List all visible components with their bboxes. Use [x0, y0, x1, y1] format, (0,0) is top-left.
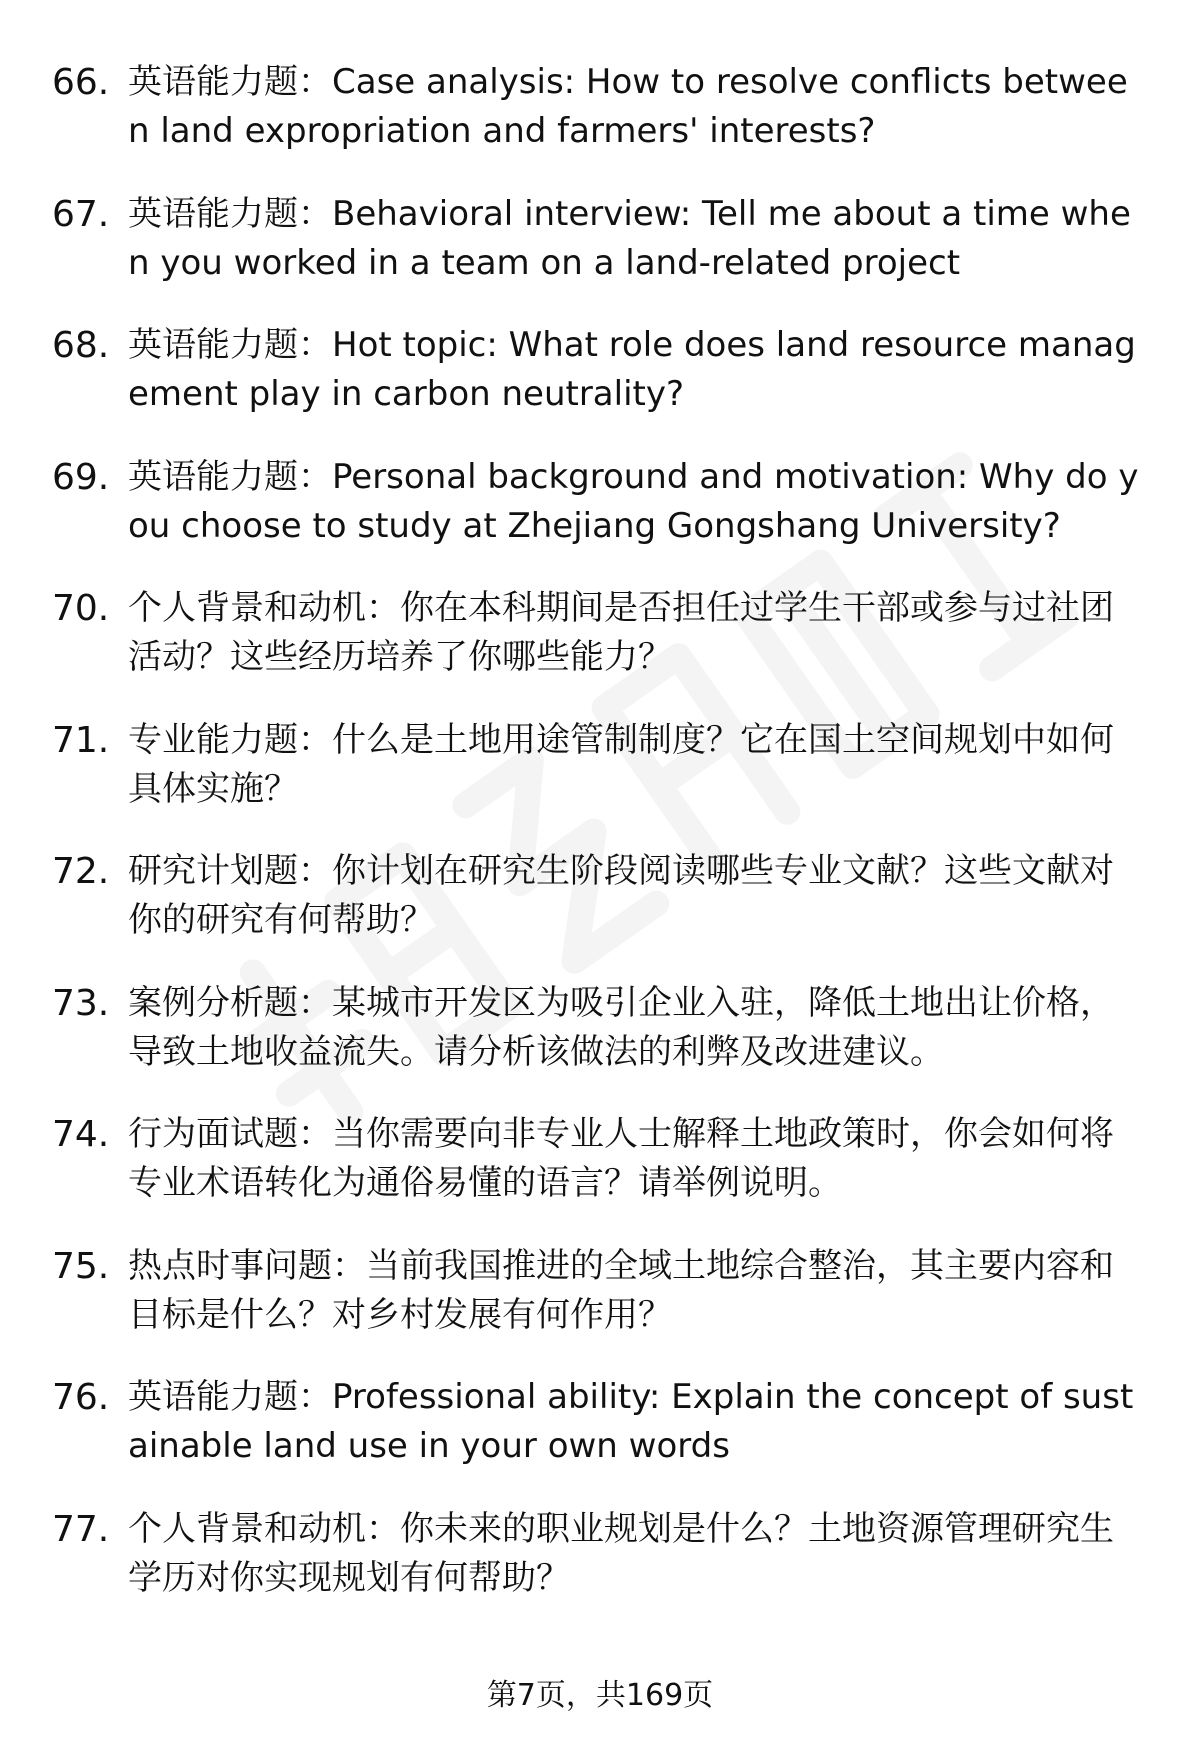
- question-text: 个人背景和动机：你未来的职业规划是什么？土地资源管理研究生学历对你实现规划有何帮助？: [128, 1508, 1114, 1598]
- question-list: [0, 58, 1200, 1636]
- question-item: [0, 584, 1200, 716]
- question-item: [0, 847, 1200, 979]
- question-item: [0, 453, 1200, 585]
- question-number: 77.: [52, 1508, 110, 1550]
- question-number: 75.: [52, 1245, 110, 1287]
- question-text: 英语能力题：Personal background and motivation: Why do you choose to study at Zhejiang Gongshang University?: [128, 456, 1139, 546]
- question-item: [0, 716, 1200, 848]
- question-text: 英语能力题：Professional ability: Explain the concept of sustainable land use in your own words: [128, 1377, 1134, 1466]
- question-text: 热点时事问题：当前我国推进的全域土地综合整治，其主要内容和目标是什么？对乡村发展有何作用？: [128, 1245, 1114, 1335]
- question-item: [0, 58, 1200, 190]
- page-indicator: 第7页，共169页: [486, 1678, 714, 1713]
- question-number: 73.: [52, 982, 110, 1024]
- question-number: 69.: [52, 456, 110, 498]
- question-text: 英语能力题：Hot topic: What role does land resource management play in carbon neutrality?: [128, 325, 1136, 414]
- question-text: 个人背景和动机：你在本科期间是否担任过学生干部或参与过社团活动？这些经历培养了你哪些能力？: [128, 588, 1114, 677]
- question-item: [0, 1110, 1200, 1242]
- question-item: [0, 321, 1200, 453]
- question-text: 英语能力题：Behavioral interview: Tell me about a time when you worked in a team on a land-related project: [128, 193, 1131, 283]
- question-item: [0, 1242, 1200, 1374]
- question-text: 英语能力题：Case analysis: How to resolve conflicts between land expropriation and farmers' interests?: [128, 62, 1128, 151]
- question-item: [0, 1505, 1200, 1637]
- question-item: [0, 1373, 1200, 1505]
- question-number: 66.: [52, 62, 110, 103]
- question-text: 研究计划题：你计划在研究生阶段阅读哪些专业文献？这些文献对你的研究有何帮助？: [128, 851, 1114, 940]
- question-number: 67.: [52, 193, 110, 235]
- question-number: 70.: [52, 588, 110, 629]
- question-text: 行为面试题：当你需要向非专业人士解释土地政策时，你会如何将专业术语转化为通俗易懂的语言？请举例说明。: [128, 1114, 1114, 1203]
- question-number: 71.: [52, 719, 110, 761]
- question-item: [0, 979, 1200, 1111]
- question-number: 72.: [52, 851, 110, 892]
- question-text: 专业能力题：什么是土地用途管制制度？它在国土空间规划中如何具体实施？: [128, 719, 1114, 809]
- question-number: 74.: [52, 1114, 110, 1155]
- question-number: 76.: [52, 1377, 110, 1418]
- question-item: [0, 190, 1200, 322]
- question-text: 案例分析题：某城市开发区为吸引企业入驻，降低土地出让价格，导致土地收益流失。请分析该做法的利弊及改进建议。: [128, 982, 1114, 1072]
- question-number: 68.: [52, 325, 110, 366]
